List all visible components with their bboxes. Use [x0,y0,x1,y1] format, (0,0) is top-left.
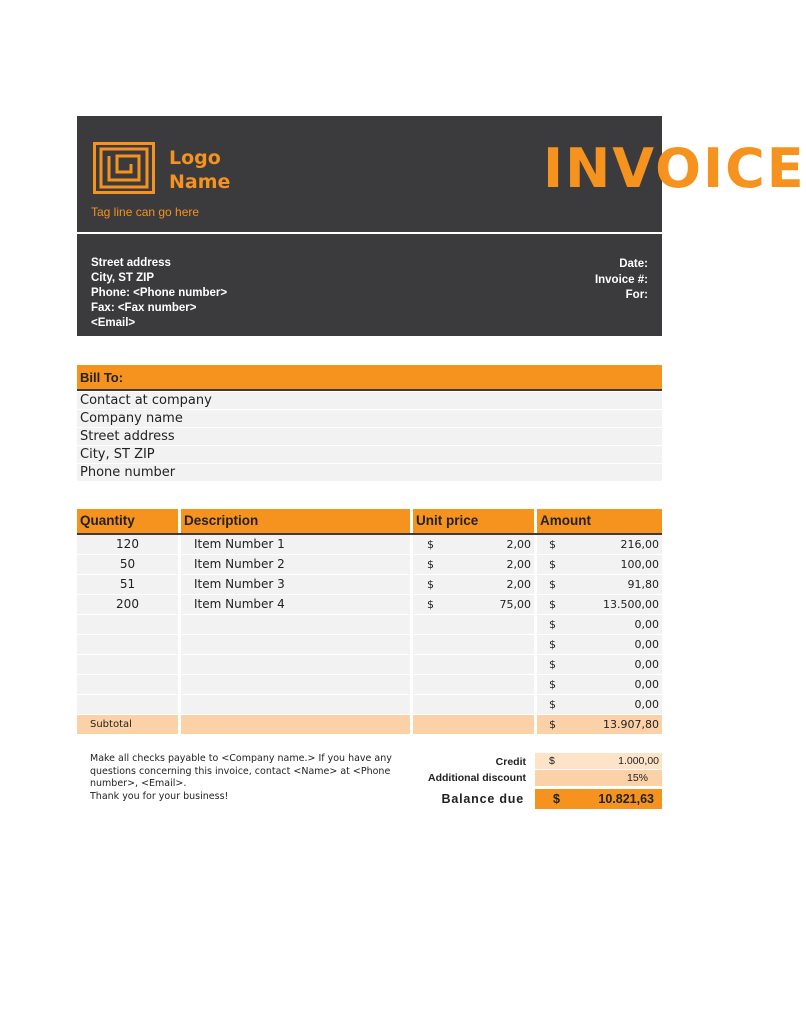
amount-cell [537,555,662,575]
currency-symbol: $ [549,618,556,631]
amount-value: 0,00 [634,698,659,711]
column-unit-price: Unit price [413,509,534,533]
currency-symbol: $ [427,558,434,571]
column-amount: Amount [537,509,662,533]
bill-to-block [77,392,662,482]
currency-symbol: $ [549,558,556,571]
currency-symbol: $ [549,678,556,691]
currency-symbol: $ [427,578,434,591]
subtotal-empty-cell [413,715,534,735]
subtotal-label-cell [77,715,178,735]
amount-value: 216,00 [620,538,659,551]
unit-price-value: 2,00 [506,578,531,591]
item-rows [77,535,662,715]
description-cell[interactable]: Item Number 3 [181,575,410,595]
bill-to-phone[interactable]: Phone number [77,464,662,482]
note-line: number>, <Email>. [90,778,187,789]
amount-cell [537,635,662,655]
currency-symbol: $ [549,718,556,731]
amount-cell [537,655,662,675]
table-row [77,555,662,575]
items-header-row [77,509,662,535]
unit-price-cell[interactable] [413,615,534,635]
amount-value: 91,80 [627,578,659,591]
subtotal-amount: 13.907,80 [603,718,659,731]
currency-symbol: $ [553,792,560,806]
balance-box [535,789,662,809]
logo-line-1: Logo [169,147,221,169]
amount-cell [537,595,662,615]
subtotal-amount-cell [537,715,662,735]
balance-label: Balance due [441,792,524,806]
note-line: Thank you for your business! [90,790,229,802]
amount-value: 100,00 [620,558,659,571]
table-row [77,615,662,635]
amount-cell [537,535,662,555]
amount-cell [537,615,662,635]
table-row [77,595,662,615]
column-description: Description [181,509,410,533]
unit-price-cell[interactable] [413,675,534,695]
quantity-cell[interactable]: 51 [77,575,178,595]
description-cell[interactable]: Item Number 2 [181,555,410,575]
column-quantity: Quantity [77,509,178,533]
amount-value: 0,00 [634,638,659,651]
balance-amount: 10.821,63 [598,792,654,806]
table-row [77,635,662,655]
logo-line-2: Name [169,171,231,193]
table-row [77,655,662,675]
bill-to-company[interactable]: Company name [77,410,662,428]
discount-label: Additional discount [428,772,526,784]
amount-value: 0,00 [634,618,659,631]
for-label: For: [625,289,648,301]
unit-price-cell[interactable] [413,535,534,555]
address-city: City, ST ZIP [91,272,155,284]
currency-symbol: $ [549,638,556,651]
address-band [77,234,662,336]
unit-price-value: 75,00 [499,598,531,611]
logo-icon [93,142,155,194]
currency-symbol: $ [549,658,556,671]
quantity-cell[interactable] [77,675,178,695]
amount-cell [537,675,662,695]
currency-symbol: $ [549,598,556,611]
currency-symbol: $ [427,538,434,551]
currency-symbol: $ [427,598,434,611]
payment-note [90,753,410,803]
description-cell[interactable] [181,655,410,675]
address-fax: Fax: <Fax number> [91,302,197,314]
unit-price-cell[interactable] [413,555,534,575]
amount-value: 13.500,00 [603,598,659,611]
note-line: Make all checks payable to <Company name.> If you have any [90,753,392,764]
amount-value: 0,00 [634,658,659,671]
currency-symbol: $ [549,538,556,551]
description-cell[interactable] [181,695,410,715]
invoice-title: INVOICE [543,137,806,200]
bill-to-heading [77,365,662,391]
note-line: questions concerning this invoice, contact <Name> at <Phone [90,765,391,777]
unit-price-cell[interactable] [413,595,534,615]
amount-value: 0,00 [634,678,659,691]
invoice-header [77,116,806,232]
amount-cell [537,695,662,715]
unit-price-cell[interactable] [413,655,534,675]
address-street: Street address [91,257,171,269]
description-cell[interactable] [181,675,410,695]
invoice-meta [595,257,648,304]
subtotal-empty-cell [181,715,410,735]
credit-label: Credit [495,756,526,768]
description-cell[interactable] [181,615,410,635]
logo-name [169,146,230,194]
description-cell[interactable]: Item Number 1 [181,535,410,555]
quantity-cell[interactable] [77,695,178,715]
quantity-cell[interactable]: 200 [77,595,178,615]
address-email: <Email> [91,317,136,329]
table-row [77,675,662,695]
table-row [77,535,662,555]
bill-to-city[interactable]: City, ST ZIP [77,446,662,464]
description-cell[interactable]: Item Number 4 [181,595,410,615]
bill-to-contact[interactable]: Contact at company [77,392,662,410]
company-address [91,256,227,331]
subtotal-label: Subtotal [90,719,132,730]
currency-symbol: $ [549,578,556,591]
discount-box[interactable]: 15% [535,770,662,786]
quantity-cell[interactable] [77,635,178,655]
table-row [77,575,662,595]
unit-price-cell[interactable] [413,575,534,595]
table-row [77,695,662,715]
tagline: Tag line can go here [91,205,200,219]
quantity-cell[interactable] [77,655,178,675]
date-label: Date: [619,258,648,270]
subtotal-row [77,715,662,735]
invoice-number-label: Invoice #: [594,273,648,286]
currency-symbol: $ [549,755,555,767]
bill-to-street[interactable]: Street address [77,428,662,446]
items-table [77,509,662,735]
quantity-cell[interactable]: 120 [77,535,178,555]
credit-amount: 1.000,00 [618,755,659,767]
quantity-cell[interactable] [77,615,178,635]
address-phone: Phone: <Phone number> [91,287,228,299]
amount-cell [537,575,662,595]
unit-price-cell[interactable] [413,695,534,715]
unit-price-value: 2,00 [506,538,531,551]
description-cell[interactable] [181,635,410,655]
quantity-cell[interactable]: 50 [77,555,178,575]
unit-price-value: 2,00 [506,558,531,571]
credit-box[interactable] [535,753,662,769]
unit-price-cell[interactable] [413,635,534,655]
bill-to-label: Bill To: [80,370,124,385]
currency-symbol: $ [549,698,556,711]
